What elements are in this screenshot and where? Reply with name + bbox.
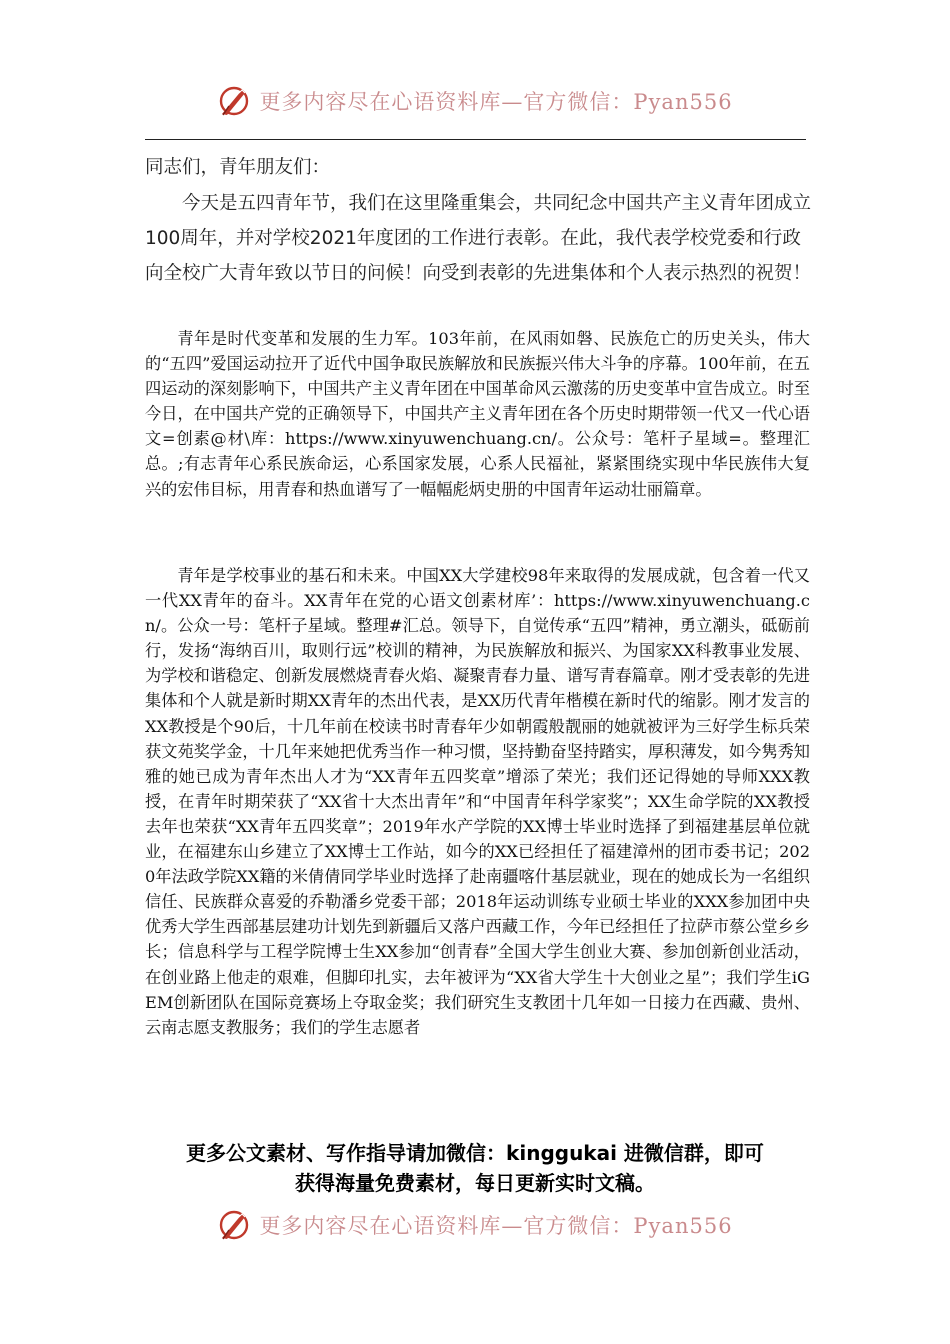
paragraph-1: 今天是五四青年节，我们在这里隆重集会，共同纪念中国共产主义青年团成立100周年，并对学校2021年度团的工作进行表彰。在此，我代表学校党委和行政向全校广大青年致以节日的问候！向受到表彰的先进集体和个人表示热烈的祝贺！ — [145, 193, 812, 284]
paragraph-3: 青年是学校事业的基石和未来。中国XX大学建校98年来取得的发展成就，包含着一代又一代XX青年的奋斗。XX青年在党的心语文创素材库’：https://www.xinyuwenchuang.cn/。公众一号：笔杆子星域。整理#汇总。领导下，自觉传承“五四”精神，勇立潮头，砥砺前行，发扬“海纳百川，取则行远”校训的精神，为民族解放和振兴、为国家XX科教事业发展、为学校和谐稳定、创新发展燃烧青春火焰、凝聚青春力量、谱写青春篇章。刚才受表彰的先进集体和个人就是新时期XX青年的杰出代表，是XX历代青年楷模在新时代的缩影。刚才发言的XX教授是个90后，十几年前在校读书时青春年少如朝霞般靓丽的她就被评为三好学生标兵荣获文苑奖学金，十几年来她把优秀当作一种习惯，坚持勤奋坚持踏实，厚积薄发，如今隽秀知雅的她已成为青年杰出人才为“XX青年五四奖章”增添了荣光；我们还记得她的导师XXX教授，在青年时期荣获了“XX省十大杰出青年”和“中国青年科学家奖”；XX生命学院的XX教授去年也荣获“XX青年五四奖章”；2019年水产学院的XX博士毕业时选择了到福建基层单位就业，在福建东山乡建立了XX博士工作站，如今的XX已经担任了福建漳州的团市委书记；2020年法政学院XX籍的米倩倩同学毕业时选择了赴南疆喀什基层就业，现在的她成长为一名组织信任、民族群众喜爱的乔勒潘乡党委干部；2018年运动训练专业硕士毕业的XXX参加团中央优秀大学生西部基层建功计划先到新疆后又落户西藏工作，今年已经担任了拉萨市蔡公堂乡乡长；信息科学与工程学院博士生XX参加“创青春”全国大学生创业大赛、参加创新创业活动，在创业路上他走的艰难，但脚印扎实，去年被评为“XX省大学生十大创业之星”；我们学生iGEM创新团队在国际竞赛场上夺取金奖；我们研究生支教团十几年如一日接力在西藏、贵州、云南志愿支教服务；我们的学生志愿者 — [145, 566, 810, 1037]
promo-text — [95, 1138, 855, 1198]
quill-pen-logo-icon — [217, 1208, 251, 1242]
quill-pen-logo-icon — [217, 84, 251, 118]
header-banner — [0, 84, 950, 124]
paragraph-2: 青年是时代变革和发展的生力军。103年前，在风雨如磐、民族危亡的历史关头，伟大的“五四”爱国运动拉开了近代中国争取民族解放和民族振兴伟大斗争的序幕。100年前，在五四运动的深刻影响下，中国共产主义青年团在中国革命风云激荡的历史变革中宣告成立。时至今日，在中国共产党的正确领导下，中国共产主义青年团在各个历史时期带领一代又一代心语文=创素@材\库：https://www.xinyuwenchuang.cn/。公众号：笔杆子星域=。整理汇总。;有志青年心系民族命运，心系国家发展，心系人民福祉，紧紧围绕实现中华民族伟大复兴的宏伟目标，用青春和热血谱写了一幅幅彪炳史册的中国青年运动壮丽篇章。 — [145, 329, 810, 499]
greeting: 同志们，青年朋友们： — [145, 157, 331, 178]
footer-banner — [0, 1208, 950, 1248]
header-divider — [145, 139, 806, 140]
header-banner-text: 更多内容尽在心语资料库—官方微信：Pyan556 — [259, 90, 733, 114]
footer-banner-text: 更多内容尽在心语资料库—官方微信：Pyan556 — [259, 1214, 733, 1238]
promo-line-2: 获得海量免费素材，每日更新实时文稿。 — [295, 1171, 655, 1195]
promo-line-1: 更多公文素材、写作指导请加微信：kinggukai 进微信群，即可 — [186, 1141, 764, 1165]
